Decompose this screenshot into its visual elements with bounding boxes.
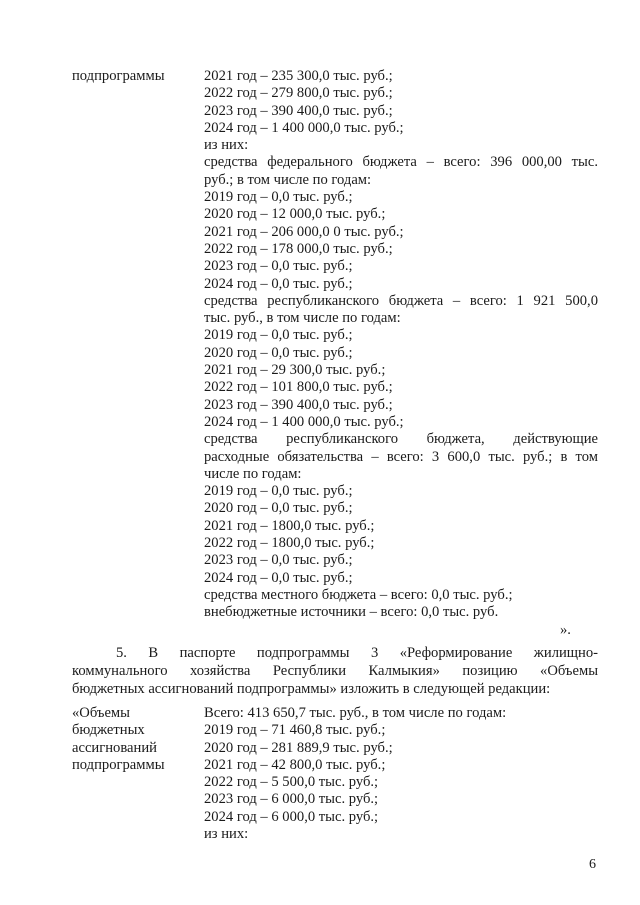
paragraph-5 <box>72 645 598 698</box>
funding-line: расходные обязательства – всего: 3 600,0 тыс. руб.; в том <box>204 448 598 465</box>
funding-line: тыс. руб., в том числе по годам: <box>204 310 401 327</box>
funding-line: 2019 год – 71 460,8 тыс. руб.; <box>204 722 386 739</box>
left-label-text: подпрограммы <box>72 68 165 84</box>
funding-line: 2023 год – 390 400,0 тыс. руб.; <box>204 102 393 119</box>
funding-line: 2023 год – 0,0 тыс. руб.; <box>204 258 353 275</box>
funding-line: 2020 год – 281 889,9 тыс. руб.; <box>204 739 393 756</box>
section2-funding-list <box>204 705 598 843</box>
section2-left-label <box>72 705 200 774</box>
funding-line: 2022 год – 279 800,0 тыс. руб.; <box>204 85 393 102</box>
funding-line: 2022 год – 101 800,0 тыс. руб.; <box>204 379 393 396</box>
funding-line: 2020 год – 0,0 тыс. руб.; <box>204 344 353 361</box>
left-label-line: ассигнований <box>72 739 157 756</box>
funding-line: средства республиканского бюджета – всего: 1 921 500,0 <box>204 292 598 309</box>
funding-line: 2019 год – 0,0 тыс. руб.; <box>204 189 353 206</box>
funding-line: 2021 год – 1800,0 тыс. руб.; <box>204 517 375 534</box>
funding-line: числе по годам: <box>204 465 302 482</box>
funding-line: 2023 год – 6 000,0 тыс. руб.; <box>204 791 379 808</box>
funding-line: 2020 год – 12 000,0 тыс. руб.; <box>204 206 386 223</box>
left-label-line: бюджетных <box>72 722 145 739</box>
funding-line: из них: <box>204 137 249 154</box>
funding-line: 2023 год – 390 400,0 тыс. руб.; <box>204 396 393 413</box>
funding-line: из них: <box>204 826 249 843</box>
funding-line: 2019 год – 0,0 тыс. руб.; <box>204 483 353 500</box>
funding-line: 2024 год – 6 000,0 тыс. руб.; <box>204 808 379 825</box>
funding-line: средства местного бюджета – всего: 0,0 тыс. руб.; <box>204 586 513 603</box>
funding-line: 2024 год – 0,0 тыс. руб.; <box>204 569 353 586</box>
page-number: 6 <box>589 857 596 872</box>
funding-line: средства федерального бюджета – всего: 396 000,00 тыс. <box>204 154 598 171</box>
funding-line: 2021 год – 42 800,0 тыс. руб.; <box>204 756 386 773</box>
funding-line: 2019 год – 0,0 тыс. руб.; <box>204 327 353 344</box>
funding-line: средства республиканского бюджета, действующие <box>204 431 598 448</box>
funding-line: 2021 год – 29 300,0 тыс. руб.; <box>204 362 386 379</box>
funding-line: 2024 год – 0,0 тыс. руб.; <box>204 275 353 292</box>
closing-quote-mark: ». <box>560 622 571 638</box>
funding-line: внебюджетные источники – всего: 0,0 тыс. руб. <box>204 604 499 621</box>
funding-line: 2021 год – 235 300,0 тыс. руб.; <box>204 68 393 84</box>
funding-line: 2023 год – 0,0 тыс. руб.; <box>204 552 353 569</box>
left-label-line: «Объемы <box>72 705 130 721</box>
section1-funding-list <box>204 68 598 622</box>
left-label-line: подпрограммы <box>72 756 165 773</box>
funding-line: 2021 год – 206 000,0 0 тыс. руб.; <box>204 223 404 240</box>
funding-line: 2022 год – 178 000,0 тыс. руб.; <box>204 240 393 257</box>
funding-line: 2024 год – 1 400 000,0 тыс. руб.; <box>204 119 404 136</box>
paragraph-line: бюджетных ассигнований подпрограммы» изложить в следующей редакции: <box>72 680 551 697</box>
funding-line: 2022 год – 5 500,0 тыс. руб.; <box>204 774 379 791</box>
paragraph-line: коммунального хозяйства Республики Калмыкия» позицию «Объемы <box>72 662 598 679</box>
funding-line: руб.; в том числе по годам: <box>204 171 372 188</box>
funding-line: 2022 год – 1800,0 тыс. руб.; <box>204 535 375 552</box>
section1-left-label <box>72 68 200 85</box>
funding-line: 2024 год – 1 400 000,0 тыс. руб.; <box>204 413 404 430</box>
funding-line: 2020 год – 0,0 тыс. руб.; <box>204 500 353 517</box>
paragraph-line: 5. В паспорте подпрограммы 3 «Реформирование жилищно- <box>116 645 598 661</box>
funding-line: Всего: 413 650,7 тыс. руб., в том числе по годам: <box>204 705 507 721</box>
